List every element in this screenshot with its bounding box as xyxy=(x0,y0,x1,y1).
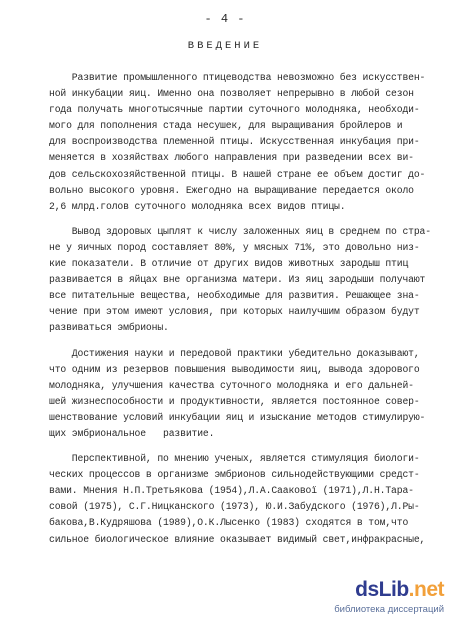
text-line: совой (1975), С.Г.Ницканского (1973), Ю.И.Забудского (1976),Л.Ры- xyxy=(49,501,420,513)
text-line: 2,6 млрд.голов суточного молодняка всех видов птицы. xyxy=(49,200,346,212)
text-line: развивается в яйцах вне организма матери. Из яиц зародыши получают xyxy=(49,274,426,286)
text-line: для воспроизводства племенной птицы. Искусственная инкубация при- xyxy=(49,136,420,148)
text-line: года получать многотысячные партии суточного молодняка, необходи- xyxy=(49,104,420,116)
dslib-watermark[interactable] xyxy=(334,578,448,622)
text-line: Вывод здоровых цыплят к числу заложенных яиц в среднем по стра- xyxy=(49,225,431,237)
text-line: развиваться эмбрионы. xyxy=(49,322,169,334)
text-line: чение при этом имеют условия, при которых наилучшим образом будут xyxy=(49,306,420,318)
text-line: ческих процессов в организме эмбрионов сильнодействующими средст- xyxy=(49,469,420,481)
text-line: молодняка, улучшения качества суточного молодняка и его дальней- xyxy=(49,379,414,391)
text-line: сильное биологическое влияние оказывает видимый свет,инфракрасные, xyxy=(49,533,426,545)
text-line: вами. Мнения Н.П.Третьякова (1954),Л.А.Саакової (1971),Л.Н.Тара- xyxy=(49,485,414,497)
paragraph xyxy=(49,224,449,337)
dslib-subtitle: библиотека диссертаций xyxy=(334,604,444,615)
paragraph xyxy=(49,451,449,548)
text-line: дов сельскохозяйственной птицы. В нашей стране ее объем достиг до- xyxy=(49,168,426,180)
text-line: все питательные вещества, необходимые для развития. Решающее зна- xyxy=(49,290,420,302)
text-line: вольно высокого уровня. Ежегодно на выращивание передается около xyxy=(49,184,414,196)
text-line: меняется в хозяйствах любого направления при разведении всех ви- xyxy=(49,152,414,164)
document-body xyxy=(49,70,449,557)
text-line: Развитие промышленного птицеводства невозможно без искусствен- xyxy=(49,72,426,83)
dslib-logo: dsLib.net xyxy=(355,578,444,601)
paragraph xyxy=(49,70,449,215)
text-line: шей жизнеспособности и продуктивности, является постоянное совер- xyxy=(49,395,420,407)
text-line: мого для пополнения стада несушек, для выращивания бройлеров и xyxy=(49,120,403,132)
text-line: шенствование условий инкубации яиц и изыскание методов стимулирую- xyxy=(49,411,426,423)
text-line: кие показатели. В отличие от других видов животных зародыш птиц xyxy=(49,258,409,270)
text-line: ной инкубации яиц. Именно она позволяет непрерывно в любой сезон xyxy=(49,88,414,100)
text-line: Перспективной, по мнению ученых, является стимуляция биологи- xyxy=(49,453,420,465)
section-heading: ВВЕДЕНИЕ xyxy=(187,40,263,52)
text-line: не у яичных пород составляет 80%, у мясных 71%, это довольно низ- xyxy=(49,241,420,253)
page-number: - 4 - xyxy=(204,12,246,26)
paragraph xyxy=(49,346,449,443)
text-line: Достижения науки и передовой практики убедительно доказывают, xyxy=(49,347,420,359)
text-line: что одним из резервов повышения выводимости яиц, вывода здорового xyxy=(49,363,420,375)
text-line: бакова,В.Кудряшова (1989),О.К.Лысенко (1983) сходятся в том,что xyxy=(49,517,409,529)
text-line: щих эмбриональное развитие. xyxy=(49,427,215,439)
